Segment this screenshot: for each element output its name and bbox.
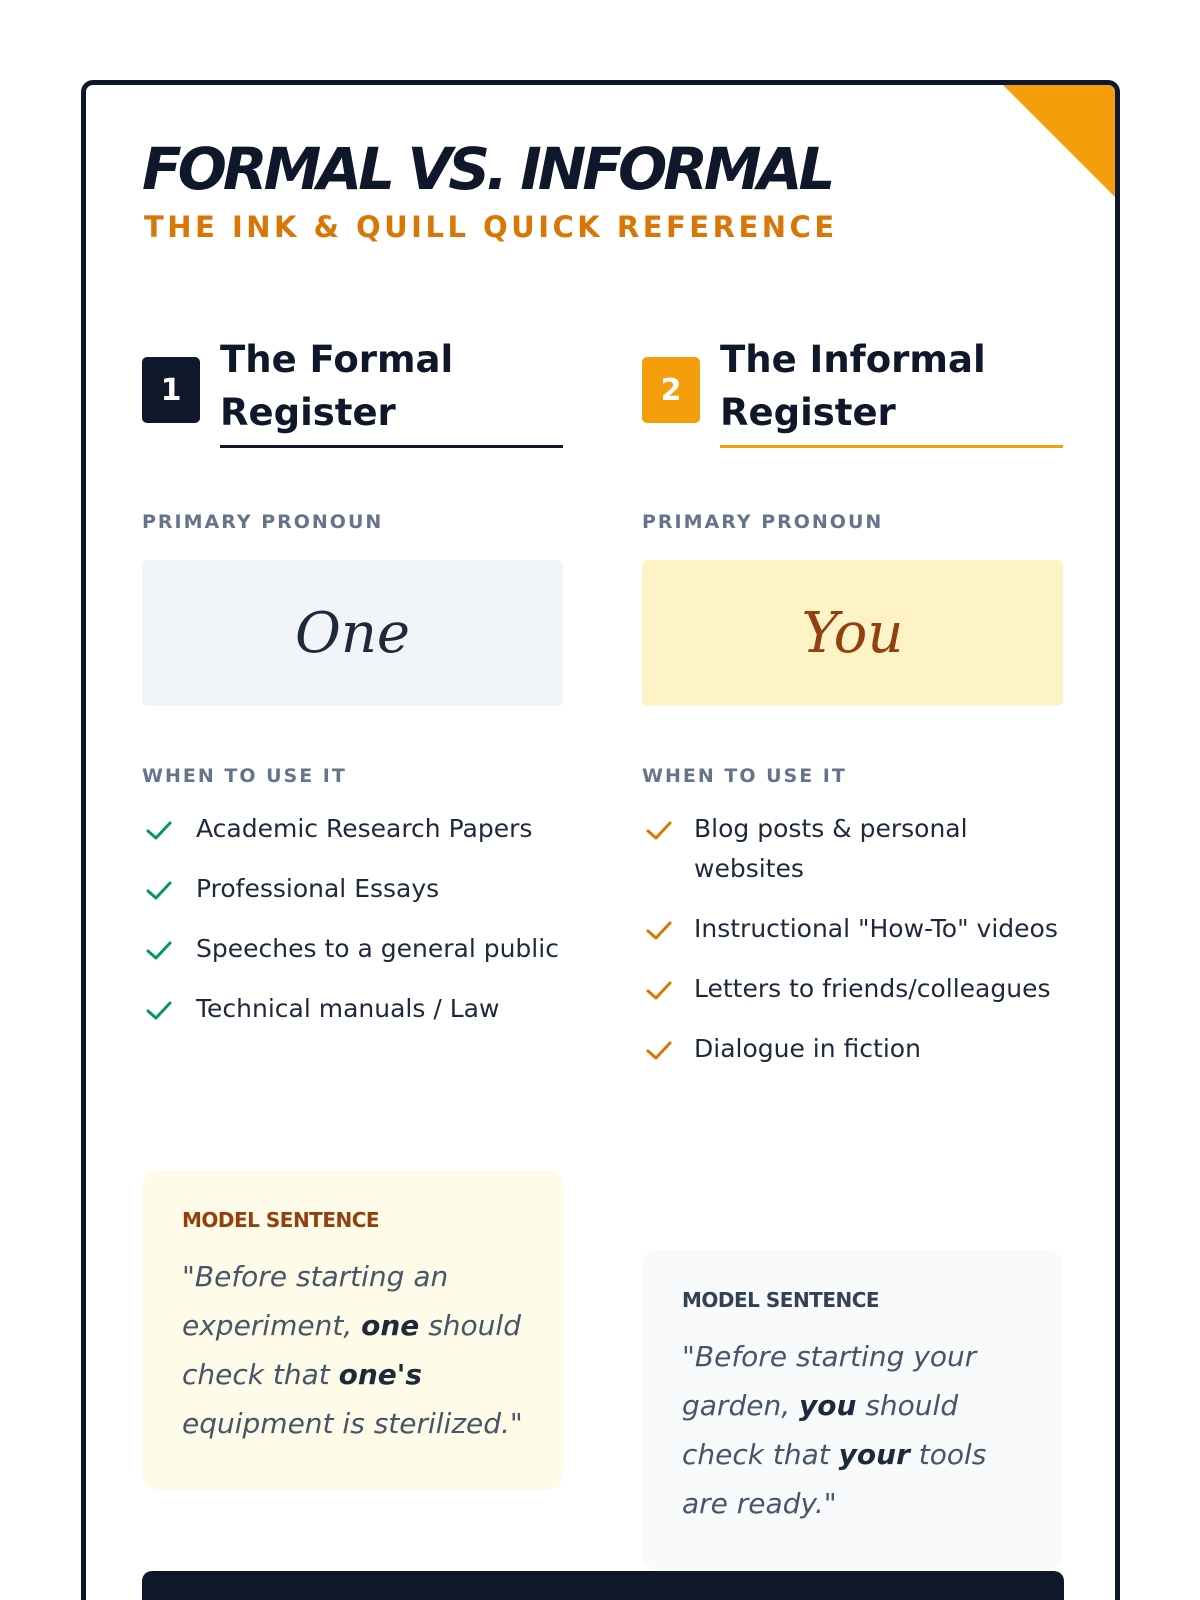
informal-header bbox=[642, 333, 1062, 448]
formal-use-list bbox=[142, 809, 582, 1049]
formal-model-sentence-box bbox=[142, 1170, 563, 1490]
list-item bbox=[142, 929, 582, 969]
list-item bbox=[642, 969, 1082, 1009]
list-item bbox=[642, 809, 1082, 889]
check-icon bbox=[144, 935, 174, 965]
model-text-part: "Before starting an experiment, bbox=[182, 1260, 449, 1342]
reference-card bbox=[81, 80, 1120, 1600]
list-item bbox=[642, 1029, 1082, 1069]
page-subtitle: THE INK & QUILL QUICK REFERENCE bbox=[144, 210, 838, 244]
use-text: Technical manuals / Law bbox=[196, 994, 500, 1023]
check-icon bbox=[144, 875, 174, 905]
formal-column bbox=[142, 333, 562, 1440]
formal-pronoun-label: PRIMARY PRONOUN bbox=[142, 511, 384, 533]
model-emphasis: one's bbox=[338, 1358, 423, 1391]
check-icon bbox=[644, 915, 674, 945]
model-text-part: equipment is sterilized." bbox=[182, 1407, 523, 1440]
informal-title: The Informal Register bbox=[720, 333, 1063, 448]
informal-model-label: MODEL SENTENCE bbox=[682, 1288, 880, 1312]
formal-pronoun: One bbox=[142, 560, 563, 706]
model-text-part: should check that bbox=[182, 1309, 521, 1391]
model-emphasis: one bbox=[361, 1309, 420, 1342]
use-text: Professional Essays bbox=[196, 874, 440, 903]
check-icon bbox=[144, 995, 174, 1025]
formal-when-label: WHEN TO USE IT bbox=[142, 765, 347, 787]
informal-use-list bbox=[642, 809, 1082, 1089]
formal-header bbox=[142, 333, 562, 448]
use-text: Academic Research Papers bbox=[196, 814, 533, 843]
formal-number-badge: 1 bbox=[142, 357, 200, 423]
list-item bbox=[142, 989, 582, 1029]
informal-pronoun-label: PRIMARY PRONOUN bbox=[642, 511, 884, 533]
check-icon bbox=[644, 815, 674, 845]
use-text: Speeches to a general public bbox=[196, 934, 559, 963]
informal-when-label: WHEN TO USE IT bbox=[642, 765, 847, 787]
informal-number-badge: 2 bbox=[642, 357, 700, 423]
informal-model-sentence bbox=[682, 1332, 1033, 1528]
footer-banner bbox=[142, 1571, 1064, 1600]
use-text: Blog posts & personal websites bbox=[694, 814, 968, 883]
check-icon bbox=[144, 815, 174, 845]
use-text: Dialogue in fiction bbox=[694, 1034, 921, 1063]
list-item bbox=[642, 909, 1082, 949]
page-title: FORMAL VS. INFORMAL bbox=[142, 135, 832, 203]
informal-pronoun: You bbox=[642, 560, 1063, 706]
formal-model-label: MODEL SENTENCE bbox=[182, 1208, 380, 1232]
formal-title: The Formal Register bbox=[220, 333, 563, 448]
formal-model-sentence bbox=[182, 1252, 533, 1448]
model-emphasis: you bbox=[799, 1389, 857, 1422]
model-emphasis: your bbox=[838, 1438, 910, 1471]
model-text-part: should check that bbox=[682, 1389, 959, 1471]
model-text-part: "Before starting your garden, bbox=[682, 1340, 977, 1422]
model-text-part: tools are ready." bbox=[682, 1438, 987, 1520]
informal-column bbox=[642, 333, 1062, 1520]
check-icon bbox=[644, 975, 674, 1005]
informal-model-sentence-box bbox=[642, 1250, 1063, 1570]
check-icon bbox=[644, 1035, 674, 1065]
list-item bbox=[142, 869, 582, 909]
corner-accent bbox=[1003, 85, 1115, 197]
use-text: Instructional "How-To" videos bbox=[694, 914, 1058, 943]
list-item bbox=[142, 809, 582, 849]
use-text: Letters to friends/colleagues bbox=[694, 974, 1051, 1003]
